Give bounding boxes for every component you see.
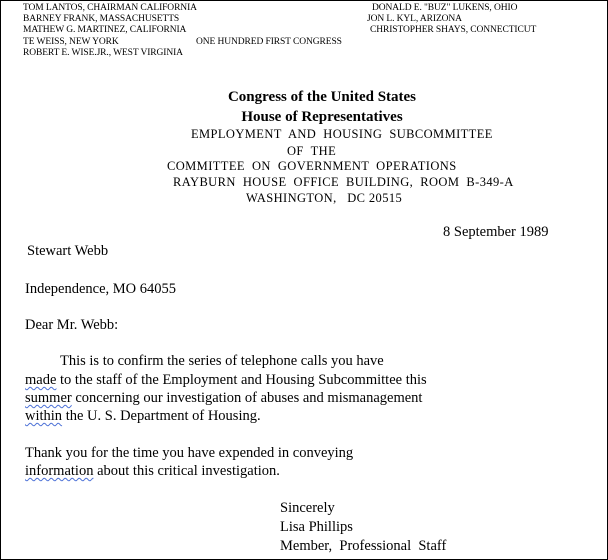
para1-line1: This is to confirm the series of telephone calls you have xyxy=(60,353,384,369)
para1-line4-text: the U. S. Department of Housing. xyxy=(62,408,261,424)
congress-session: ONE HUNDRED FIRST CONGRESS xyxy=(196,37,342,47)
office-address: RAYBURN HOUSE OFFICE BUILDING, ROOM B-349-A xyxy=(173,175,514,189)
spellcheck-underline: made xyxy=(25,372,57,388)
para2-line2 xyxy=(25,463,280,480)
para1-line3 xyxy=(25,390,422,407)
signer-name: Lisa Phillips xyxy=(280,519,353,535)
para1-line3-text: concerning our investigation of abuses and mismanagement xyxy=(71,390,423,406)
of-the-line: OF THE xyxy=(287,144,337,158)
para2-line2-text: about this critical investigation. xyxy=(93,463,280,479)
member-left-2: BARNEY FRANK, MASSACHUSETTS xyxy=(23,14,180,24)
letterhead-title: Congress of the United States xyxy=(227,89,417,105)
member-left-3: MATHEW G. MARTINEZ, CALIFORNIA xyxy=(23,25,187,35)
para2-line1: Thank you for the time you have expended in conveying xyxy=(25,445,354,461)
member-left-5: ROBERT E. WISE.JR., WEST VIRGINIA xyxy=(23,48,183,58)
spellcheck-underline: summer xyxy=(25,390,72,406)
letter-date: 8 September 1989 xyxy=(443,224,549,240)
member-right-3: CHRISTOPHER SHAYS, CONNECTICUT xyxy=(370,25,537,35)
member-right-1: DONALD E. "BUZ" LUKENS, OHIO xyxy=(372,3,518,13)
recipient-name: Stewart Webb xyxy=(27,243,109,259)
office-city: WASHINGTON, DC 20515 xyxy=(246,191,403,205)
para1-line4 xyxy=(25,408,261,425)
letterhead-house: House of Representatives xyxy=(241,109,403,125)
salutation: Dear Mr. Webb: xyxy=(25,317,119,333)
member-left-4: TE WEISS, NEW YORK xyxy=(23,37,119,47)
subcommittee-name: EMPLOYMENT AND HOUSING SUBCOMMITTEE xyxy=(191,127,493,141)
committee-name: COMMITTEE ON GOVERNMENT OPERATIONS xyxy=(167,159,457,173)
member-left-1: TOM LANTOS, CHAIRMAN CALIFORNIA xyxy=(23,3,197,13)
signer-title: Member, Professional Staff xyxy=(280,538,447,554)
para1-line2 xyxy=(25,372,427,389)
member-right-2: JON L. KYL, ARIZONA xyxy=(367,14,462,24)
spellcheck-underline: information xyxy=(25,463,94,479)
closing: Sincerely xyxy=(280,500,335,516)
recipient-city: Independence, MO 64055 xyxy=(25,281,176,297)
spellcheck-underline: within xyxy=(25,408,63,424)
para1-line2-text: to the staff of the Employment and Housing Subcommittee this xyxy=(56,372,427,388)
